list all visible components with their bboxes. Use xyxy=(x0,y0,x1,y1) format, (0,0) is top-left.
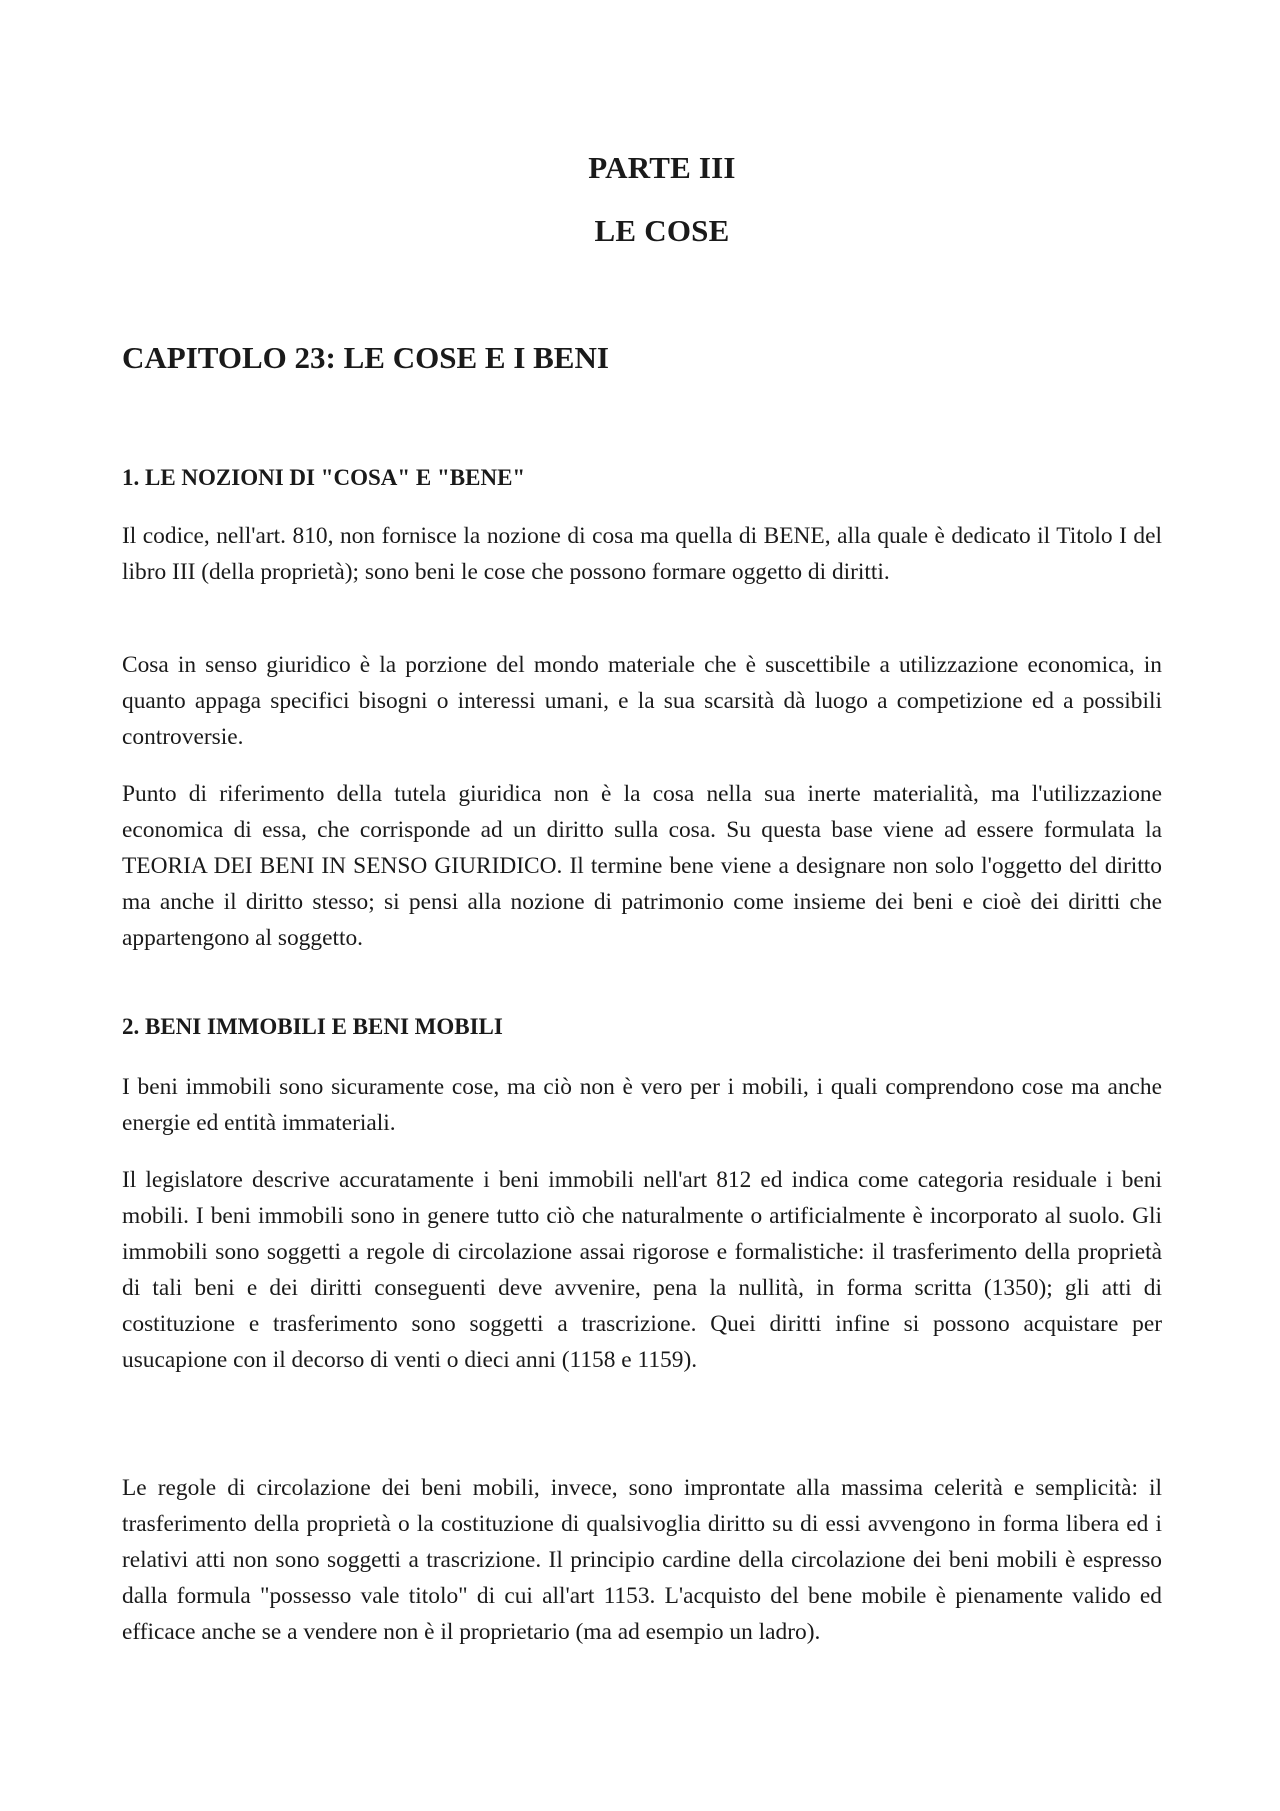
section-2-title: 2. BENI IMMOBILI E BENI MOBILI xyxy=(122,1014,503,1039)
section-2-paragraph-2: Il legislatore descrive accuratamente i beni immobili nell'art 812 ed indica come categoria residuale i beni mobili. I beni immobili sono in genere tutto ciò che naturalmente o artificialmente è incorporato al suolo. Gli immobili sono soggetti a regole di circolazione assai rigorose e formalistiche: il trasferimento della proprietà di tali beni e dei diritti conseguenti deve avvenire, pena la nullità, in forma scritta (1350); gli atti di costituzione e trasferimento sono soggetti a trascrizione. Quei diritti infine si possono acquistare per usucapione con il decorso di venti o dieci anni (1158 e 1159). xyxy=(122,1167,1162,1373)
section-1-paragraph-3: Punto di riferimento della tutela giuridica non è la cosa nella sua inerte materialità, ma l'utilizzazione economica di essa, che corrisponde ad un diritto sulla cosa. Su questa base viene ad essere formulata la TEORIA DEI BENI IN SENSO GIURIDICO. Il termine bene viene a designare non solo l'oggetto del diritto ma anche il diritto stesso; si pensi alla nozione di patrimonio come insieme dei beni e cioè dei diritti che appartengono al soggetto. xyxy=(122,781,1162,951)
part-number-heading: PARTE III xyxy=(588,150,736,185)
chapter-title: CAPITOLO 23: LE COSE E I BENI xyxy=(122,340,609,375)
part-name-heading: LE COSE xyxy=(594,213,730,248)
section-2-paragraph-3: Le regole di circolazione dei beni mobili, invece, sono improntate alla massima celerità e semplicità: il trasferimento della proprietà o la costituzione di qualsivoglia diritto su di essi avvengono in forma libera ed i relativi atti non sono soggetti a trascrizione. Il principio cardine della circolazione dei beni mobili è espresso dalla formula "possesso vale titolo" di cui all'art 1153. L'acquisto del bene mobile è pienamente valido ed efficace anche se a vendere non è il proprietario (ma ad esempio un ladro). xyxy=(122,1475,1162,1645)
section-1-paragraph-2: Cosa in senso giuridico è la porzione del mondo materiale che è suscettibile a utilizzazione economica, in quanto appaga specifici bisogni o interessi umani, e la sua scarsità dà luogo a competizione ed a possibili controversie. xyxy=(122,652,1162,750)
section-1-paragraph-1: Il codice, nell'art. 810, non fornisce la nozione di cosa ma quella di BENE, alla quale è dedicato il Titolo I del libro III (della proprietà); sono beni le cose che possono formare oggetto di diritti. xyxy=(122,523,1162,585)
section-2-paragraph-1: I beni immobili sono sicuramente cose, ma ciò non è vero per i mobili, i quali comprendono cose ma anche energie ed entità immateriali. xyxy=(122,1074,1162,1136)
section-1-title: 1. LE NOZIONI DI "COSA" E "BENE" xyxy=(122,465,526,490)
